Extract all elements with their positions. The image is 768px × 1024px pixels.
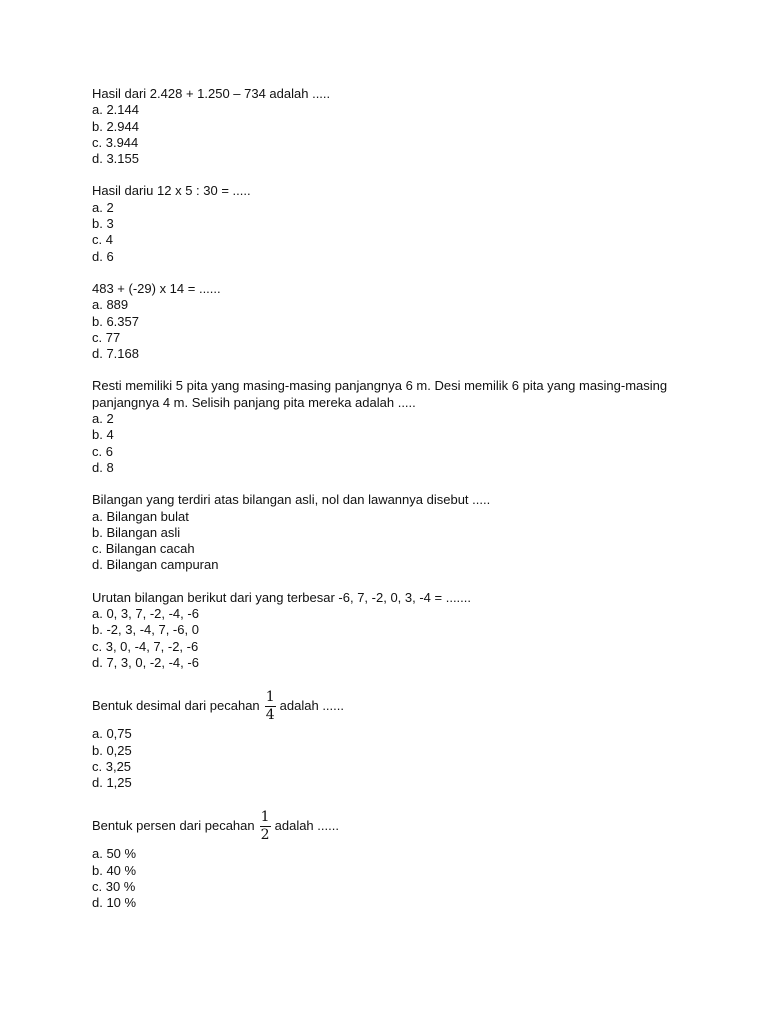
question-7 (92, 687, 692, 791)
option-c: c. 77 (92, 329, 121, 345)
option-c: c. 3,25 (92, 758, 132, 774)
option-d: d. 10 % (92, 895, 137, 911)
question-4 (92, 378, 692, 476)
option-d: d. 7, 3, 0, -2, -4, -6 (92, 654, 199, 670)
fraction (265, 690, 276, 723)
question-text: 483 + (-29) x 14 = ...... (92, 280, 221, 296)
question-1 (92, 86, 692, 167)
option-b: b. 6.357 (92, 313, 139, 329)
option-a: a. 2.144 (92, 102, 139, 118)
option-a: a. 2 (92, 199, 114, 215)
question-5 (92, 492, 692, 573)
option-b: b. 3 (92, 216, 114, 232)
question-text-before: Bentuk persen dari pecahan (92, 818, 255, 834)
option-d: d. 7.168 (92, 346, 139, 362)
option-b: b. 40 % (92, 862, 137, 878)
question-text: Resti memiliki 5 pita yang masing-masing panjangnya 6 m. Desi memilik 6 pita yang masing-masing panjangnya 4 m. Selisih panjang pita mereka adalah ..... (92, 378, 668, 410)
question-text-before: Bentuk desimal dari pecahan (92, 698, 260, 714)
option-c: c. Bilangan cacah (92, 541, 195, 557)
fraction-numerator: 1 (265, 688, 275, 705)
option-a: a. 2 (92, 411, 114, 427)
question-text: Urutan bilangan berikut dari yang terbesar -6, 7, -2, 0, 3, -4 = ....... (92, 589, 472, 605)
question-text-after: adalah ...... (274, 818, 339, 834)
option-a: a. Bilangan bulat (92, 508, 189, 524)
fraction-denominator: 2 (260, 826, 270, 843)
question-2 (92, 183, 692, 264)
option-a: a. 889 (92, 297, 129, 313)
option-a: a. 50 % (92, 846, 137, 862)
question-3 (92, 281, 692, 362)
option-c: c. 4 (92, 232, 113, 248)
option-b: b. -2, 3, -4, 7, -6, 0 (92, 622, 199, 638)
fraction (260, 810, 271, 843)
option-c: c. 3.944 (92, 134, 139, 150)
option-b: b. 0,25 (92, 742, 132, 758)
question-8 (92, 807, 692, 911)
option-c: c. 3, 0, -4, 7, -2, -6 (92, 638, 199, 654)
question-text: Hasil dariu 12 x 5 : 30 = ..... (92, 183, 251, 199)
fraction-numerator: 1 (260, 808, 270, 825)
option-c: c. 30 % (92, 878, 136, 894)
question-text (92, 807, 692, 845)
option-c: c. 6 (92, 443, 113, 459)
option-a: a. 0, 3, 7, -2, -4, -6 (92, 606, 199, 622)
question-text: Hasil dari 2.428 + 1.250 – 734 adalah ..... (92, 86, 331, 101)
option-b: b. 2.944 (92, 118, 139, 134)
option-d: d. 1,25 (92, 775, 132, 791)
option-b: b. 4 (92, 427, 114, 443)
option-a: a. 0,75 (92, 726, 132, 742)
option-d: d. 3.155 (92, 151, 139, 167)
option-d: d. Bilangan campuran (92, 557, 219, 573)
question-text (92, 687, 692, 725)
document-page (92, 86, 692, 928)
option-b: b. Bilangan asli (92, 524, 181, 540)
option-d: d. 6 (92, 248, 114, 264)
option-d: d. 8 (92, 459, 114, 475)
fraction-denominator: 4 (265, 706, 275, 723)
question-6 (92, 590, 692, 671)
question-text: Bilangan yang terdiri atas bilangan asli, nol dan lawannya disebut ..... (92, 492, 491, 508)
question-text-after: adalah ...... (279, 698, 344, 714)
